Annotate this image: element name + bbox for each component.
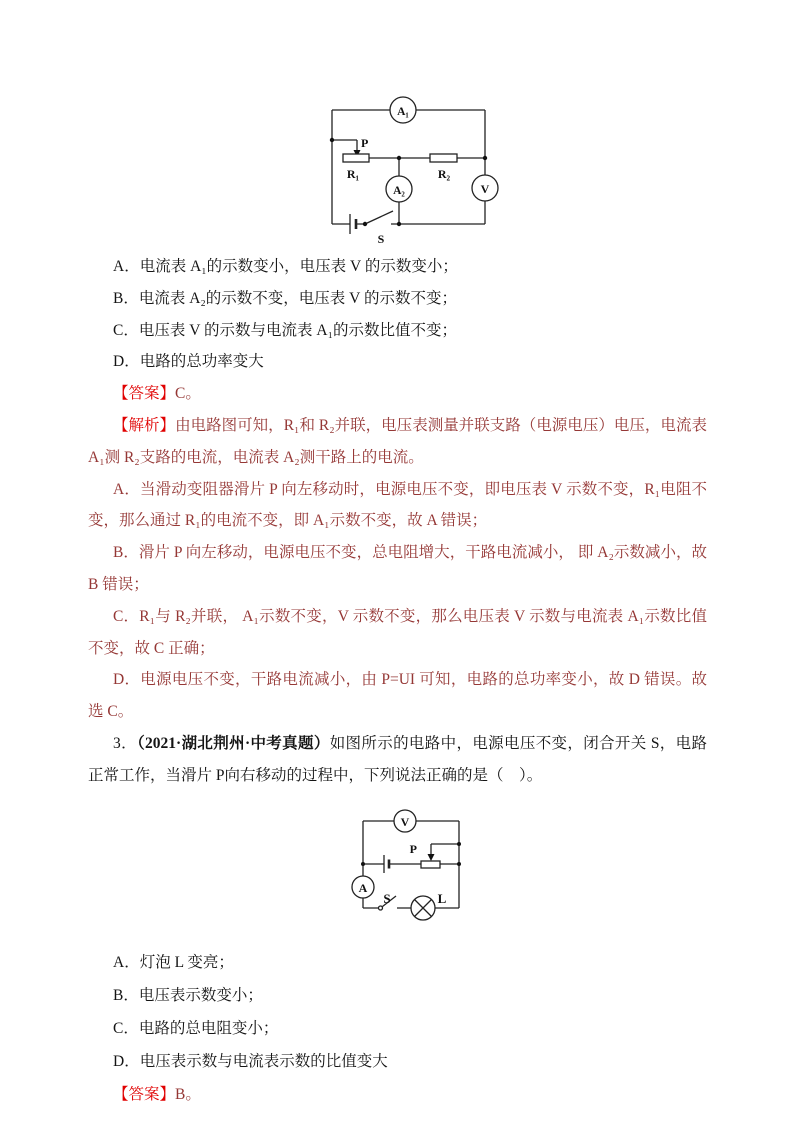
q2-answer-value: C。 bbox=[175, 385, 201, 403]
q2-analysis-b: B．滑片 P 向左移动，电源电压不变，总电阻增大，干路电流减小， 即 A₂示数减小，故 B 错误； bbox=[88, 544, 707, 593]
switch-s-label: S bbox=[383, 890, 391, 906]
q3-options bbox=[88, 946, 707, 1112]
battery-symbol bbox=[350, 214, 356, 234]
resistor-r2-label: R₂ bbox=[437, 167, 451, 181]
q2-analysis-c: C．R₁与 R₂并联， A₁示数不变，V 示数不变，那么电压表 V 示数与电流表 A₁示数比值不变，故 C 正确； bbox=[88, 607, 707, 657]
q3-answer-line bbox=[88, 1078, 707, 1111]
circuit-diagram-q2 bbox=[325, 95, 505, 247]
slider-p-symbol bbox=[410, 842, 459, 861]
q3-option-c: C．电路的总电阻变小； bbox=[113, 1019, 279, 1037]
q3-stem bbox=[88, 728, 707, 792]
rheostat-r1-symbol bbox=[343, 154, 369, 181]
q2-analysis-label: 【解析】 bbox=[113, 416, 176, 434]
q2-options bbox=[88, 251, 707, 378]
voltmeter-v-label: V bbox=[400, 814, 410, 829]
voltmeter-v-symbol bbox=[394, 810, 416, 832]
q2-answer-label: 【答案】 bbox=[113, 385, 176, 403]
q2-analysis-d: D．电源电压不变，干路电流减小，由 P=UI 可知，电路的总功率变小，故 D 错误。故选 C。 bbox=[88, 671, 707, 721]
rheostat-r1-label: R₁ bbox=[346, 167, 360, 181]
slider-p-label: P bbox=[409, 841, 417, 856]
switch-s-label: S bbox=[377, 232, 385, 246]
q3-source: （2021·湖北荆州·中考真题） bbox=[136, 734, 330, 752]
battery-symbol bbox=[384, 855, 389, 873]
switch-s-symbol bbox=[363, 211, 393, 246]
q3-option-d: D．电压表示数与电流表示数的比值变大 bbox=[113, 1053, 388, 1071]
q3-stem-text: 如图所示的电路中，电源电压不变，闭合开关 S，电路正常工作，当滑片 P向右移动的过程中，下列说法正确的是（ ）。 bbox=[88, 734, 707, 784]
lamp-l-label: L bbox=[437, 890, 447, 906]
lamp-l-symbol bbox=[411, 891, 447, 920]
resistor-r2-symbol bbox=[430, 154, 457, 181]
q2-option-a: A．电流表 A₁的示数变小，电压表 V 的示数变小； bbox=[113, 258, 458, 275]
ammeter-a1-symbol bbox=[390, 97, 416, 123]
q2-option-c: C．电压表 V 的示数与电流表 A₁的示数比值不变； bbox=[113, 321, 457, 339]
ammeter-a1-label: A₁ bbox=[397, 106, 409, 118]
ammeter-a2-symbol bbox=[386, 176, 412, 202]
circuit-diagram-q3 bbox=[350, 808, 472, 928]
q2-option-b: B．电流表 A₂的示数不变，电压表 V 的示数不变； bbox=[113, 289, 457, 307]
q2-analysis-a: A．当滑动变阻器滑片 P 向左移动时，电源电压不变，即电压表 V 示数不变，R₁电阻不变，那么通过 R₁的电流不变，即 A₁示数不变，故 A 错误； bbox=[88, 480, 707, 530]
ammeter-a2-label: A₂ bbox=[393, 185, 405, 197]
ammeter-a-symbol bbox=[352, 876, 374, 898]
ammeter-a-label: A bbox=[358, 880, 368, 895]
q2-option-d: D．电路的总功率变大 bbox=[113, 353, 264, 371]
rheostat-symbol bbox=[421, 861, 440, 868]
q2-answer-line bbox=[88, 378, 707, 410]
slider-p-label: P bbox=[361, 136, 369, 150]
q3-number: 3． bbox=[113, 734, 137, 752]
q3-answer-value: B。 bbox=[175, 1086, 201, 1104]
q3-answer-label: 【答案】 bbox=[113, 1086, 176, 1104]
voltmeter-v-symbol bbox=[472, 175, 498, 201]
voltmeter-v-label: V bbox=[480, 182, 490, 196]
switch-s-symbol bbox=[379, 891, 397, 910]
q2-analysis-intro bbox=[88, 410, 707, 474]
q3-option-b: B．电压表示数变小； bbox=[113, 986, 263, 1004]
q3-option-a: A．灯泡 L 变亮； bbox=[113, 953, 234, 971]
q2-analysis-text: 由电路图可知，R₁和 R₂并联，电压表测量并联支路（电源电压）电压，电流表 A₁测 R₂支路的电流，电流表 A₂测干路上的电流。 bbox=[88, 416, 707, 466]
